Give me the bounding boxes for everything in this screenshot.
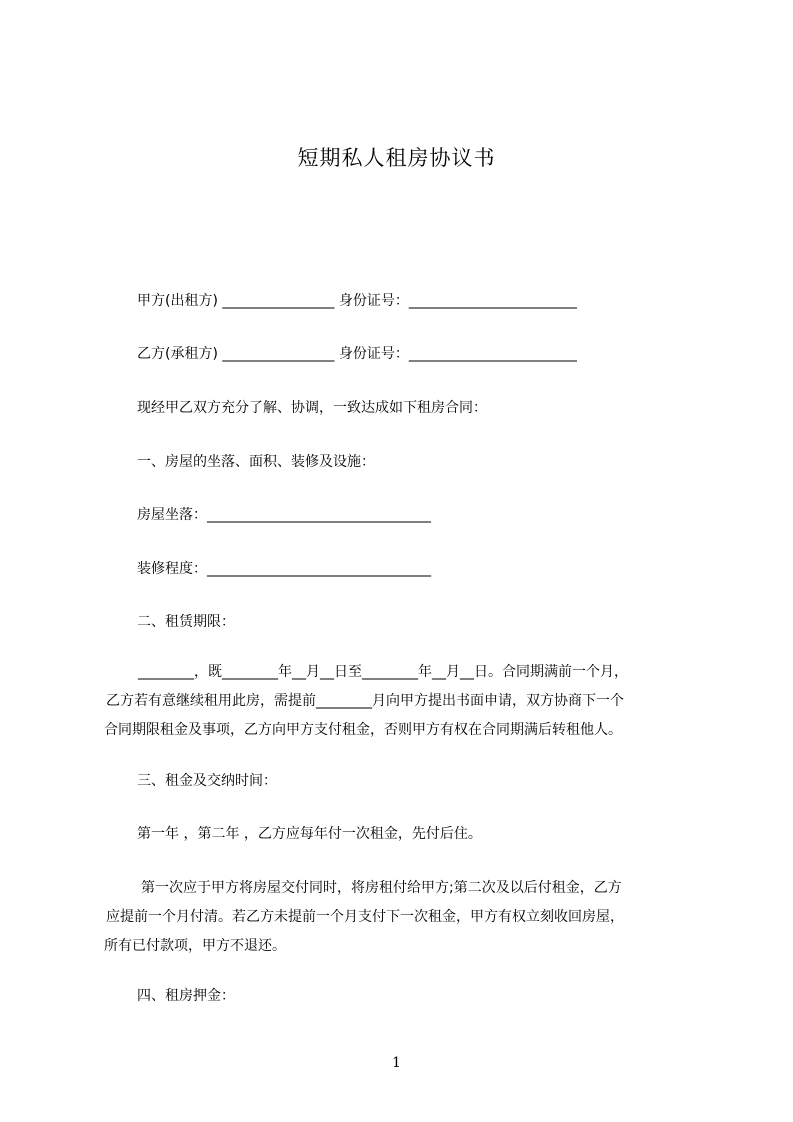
decoration-line: 装修程度：________________________________ [137, 561, 431, 577]
section-3-heading: 三、租金及交纳时间： [137, 773, 277, 789]
lease-term-line: 合同期限租金及事项，乙方向甲方支付租金，否则甲方有权在合同期满后转租他人。 [104, 722, 622, 738]
section-4-heading: 四、租房押金： [137, 988, 235, 1004]
payment-line: 第一次应于甲方将房屋交付同时，将房租付给甲方;第二次及以后付租金，乙方 [141, 880, 622, 896]
payment-paragraph [104, 874, 704, 961]
payment-line: 应提前一个月付清。若乙方未提前一个月支付下一次租金，甲方有权立刻收回房屋， [106, 909, 624, 925]
lease-term-line: ________，既________年__月__日至________年__月__日。合同期满前一个月， [138, 664, 628, 680]
intro-text: 现经甲乙双方充分了解、协调，一致达成如下租房合同： [137, 400, 487, 416]
section-1-heading: 一、房屋的坐落、面积、装修及设施： [137, 454, 375, 470]
section-2-heading: 二、租赁期限： [137, 614, 235, 630]
location-line: 房屋坐落：________________________________ [137, 507, 431, 523]
party-a-line: 甲方(出租方) ________________ 身份证号：________________________ [137, 293, 577, 309]
party-b-line: 乙方(承租方) ________________ 身份证号：________________________ [137, 346, 577, 362]
document-title: 短期私人租房协议书 [297, 146, 496, 170]
rent-years-line: 第一年 ，第二年 ，乙方应每年付一次租金，先付后住。 [137, 826, 482, 842]
lease-term-line: 乙方若有意继续租用此房，需提前________月向甲方提出书面申请，双方协商下一个 [106, 693, 624, 709]
page-number: 1 [392, 1055, 401, 1071]
payment-line: 所有已付款项，甲方不退还。 [104, 938, 286, 954]
lease-term-paragraph [104, 658, 704, 745]
